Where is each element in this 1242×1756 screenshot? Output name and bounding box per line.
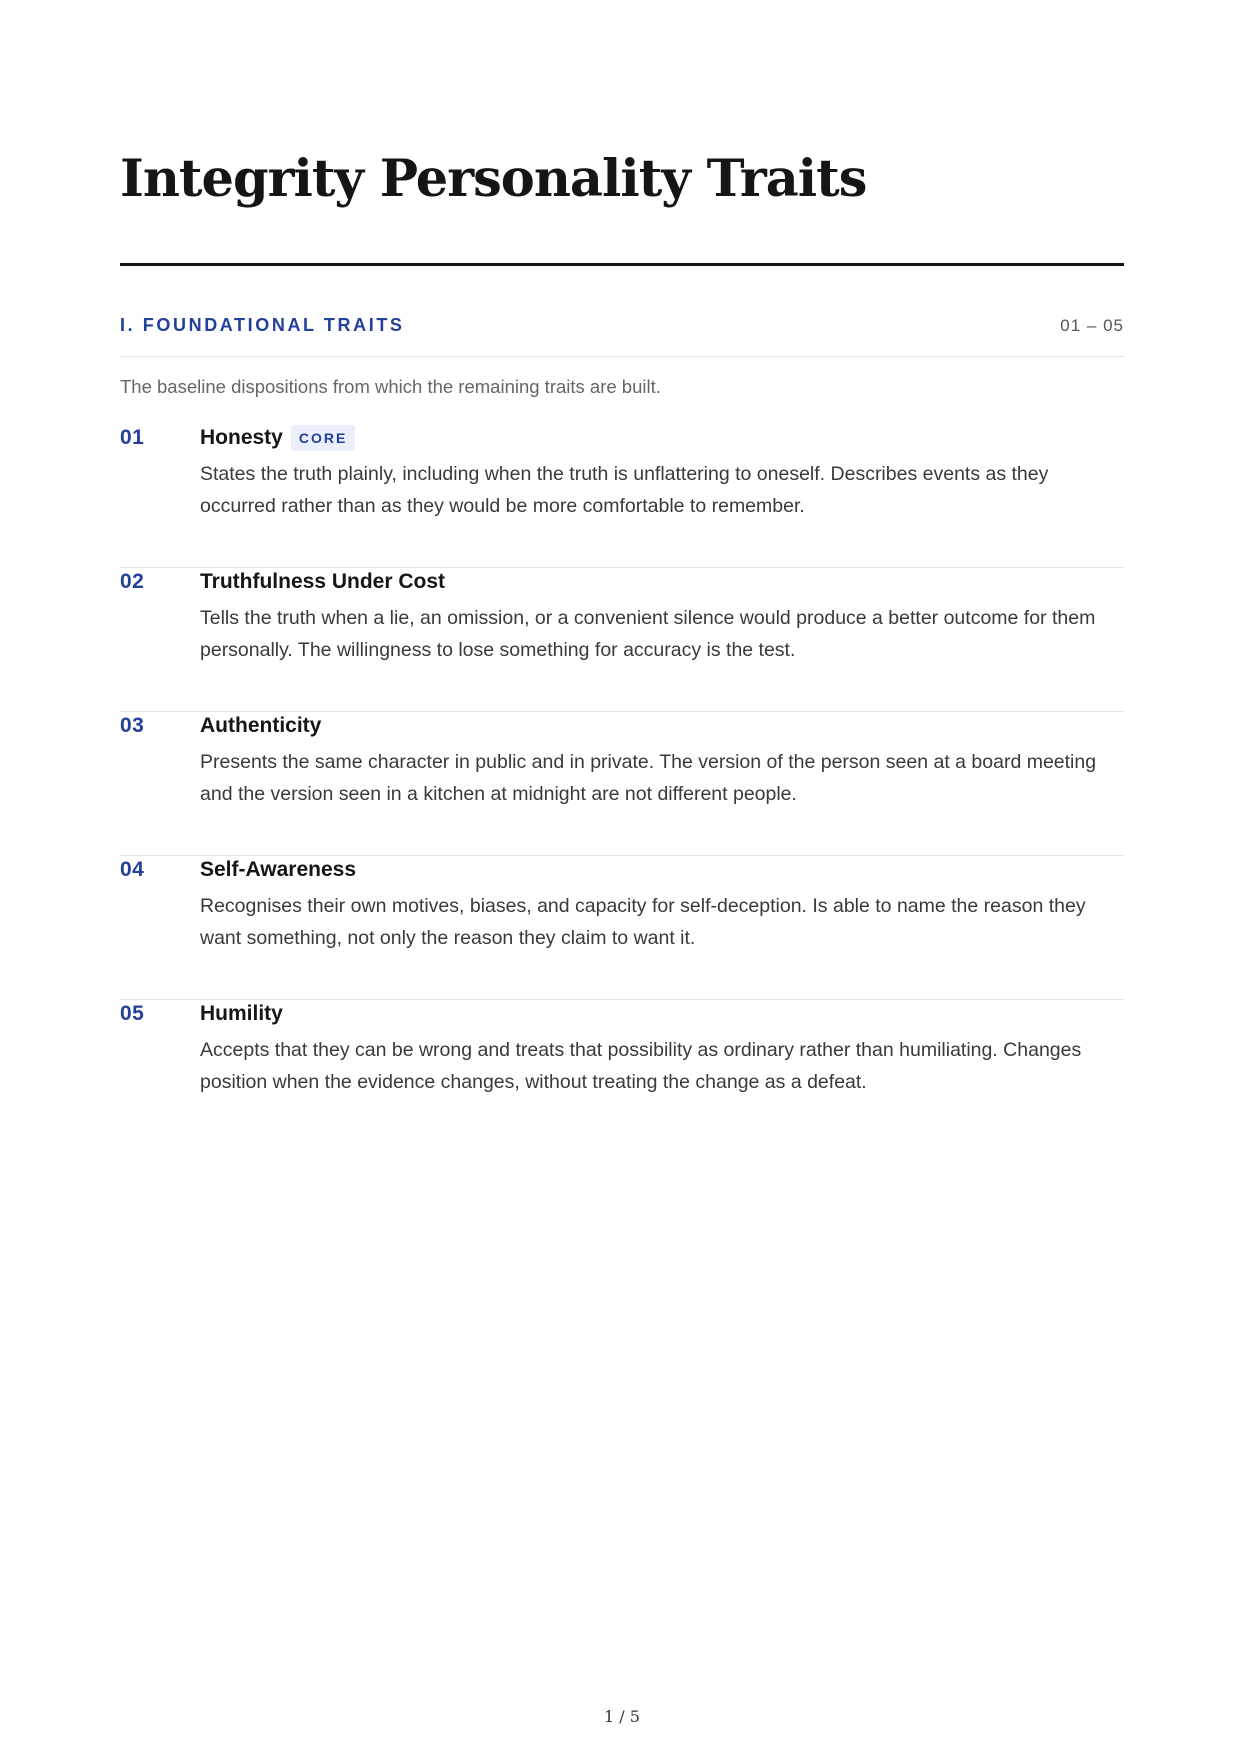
trait-heading <box>200 424 1124 452</box>
trait-heading <box>200 712 1124 740</box>
page-indicator: 1 / 5 <box>604 1707 640 1726</box>
trait-number: 02 <box>120 570 145 593</box>
trait-body <box>200 424 1124 522</box>
trait-description: Recognises their own motives, biases, and capacity for self-deception. Is able to name the reason they want something, not only the reason they claim to want it. <box>200 895 1086 949</box>
section-divider <box>120 356 1124 357</box>
trait-item <box>120 856 1124 1000</box>
trait-name: Humility <box>200 1002 283 1025</box>
section-header <box>120 312 1124 342</box>
trait-description: Presents the same character in public and in private. The version of the person seen at a board meeting and the version seen in a kitchen at midnight are not different people. <box>200 751 1097 805</box>
trait-list <box>120 424 1124 1144</box>
trait-body <box>200 1000 1124 1098</box>
trait-heading <box>200 568 1124 596</box>
trait-number: 04 <box>120 858 145 881</box>
trait-number: 01 <box>120 426 145 449</box>
trait-heading <box>200 1000 1124 1028</box>
trait-body <box>200 568 1124 666</box>
trait-item <box>120 712 1124 856</box>
section-title: I. FOUNDATIONAL TRAITS <box>120 315 405 335</box>
trait-item <box>120 424 1124 568</box>
trait-name: Self-Awareness <box>200 858 357 881</box>
trait-number: 05 <box>120 1002 145 1025</box>
trait-item <box>120 1000 1124 1144</box>
trait-body <box>200 712 1124 810</box>
document-title: Integrity Personality Traits <box>120 149 867 209</box>
section-intro: The baseline dispositions from which the remaining traits are built. <box>120 376 661 397</box>
title-divider <box>120 263 1124 266</box>
trait-name: Authenticity <box>200 714 322 737</box>
trait-number: 03 <box>120 714 145 737</box>
trait-item <box>120 568 1124 712</box>
trait-description: States the truth plainly, including when the truth is unflattering to oneself. Describes events as they occurred rather than as they would be more comfortable to remember. <box>200 463 1049 517</box>
trait-heading <box>200 856 1124 884</box>
trait-name: Honesty <box>200 426 283 449</box>
document-page <box>120 0 1124 1756</box>
trait-body <box>200 856 1124 954</box>
trait-description: Accepts that they can be wrong and treats that possibility as ordinary rather than humiliating. Changes position when the evidence changes, without treating the change as a defeat. <box>200 1039 1082 1093</box>
trait-description: Tells the truth when a lie, an omission, or a convenient silence would produce a better outcome for them personally. The willingness to lose something for accuracy is the test. <box>200 607 1096 661</box>
trait-name: Truthfulness Under Cost <box>200 570 446 593</box>
core-badge: CORE <box>291 425 355 451</box>
section-range: 01 – 05 <box>1060 316 1124 335</box>
